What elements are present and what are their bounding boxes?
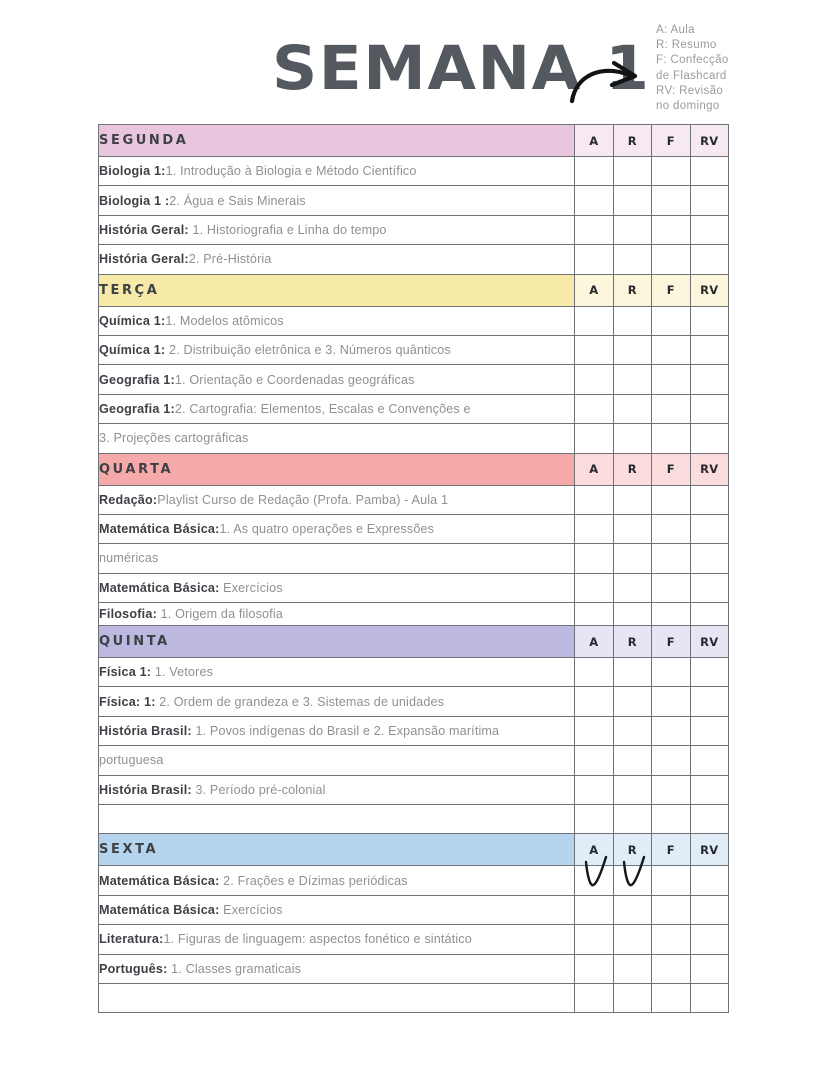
column-header-r: R <box>613 626 652 658</box>
checkbox-cell-rv[interactable] <box>690 394 729 423</box>
checkbox-cell-rv[interactable] <box>690 954 729 983</box>
task-subject: História Brasil: <box>99 724 192 739</box>
task-cell <box>99 954 575 983</box>
checkbox-cell-a[interactable] <box>575 746 614 775</box>
checkbox-cell-a[interactable] <box>575 245 614 274</box>
checkbox-cell-f[interactable] <box>652 746 691 775</box>
task-row <box>99 954 729 983</box>
task-topic: 1. Modelos atômicos <box>165 313 284 328</box>
checkbox-cell-a[interactable] <box>575 215 614 244</box>
task-cell <box>99 365 575 394</box>
day-name-quarta: QUARTA <box>99 453 575 485</box>
task-cell <box>99 394 575 423</box>
task-cell <box>99 866 575 895</box>
checkbox-cell-a[interactable] <box>575 573 614 602</box>
task-row <box>99 245 729 274</box>
task-cell <box>99 658 575 687</box>
checkbox-cell-rv[interactable] <box>690 603 729 626</box>
checkbox-cell-rv[interactable] <box>690 573 729 602</box>
task-cell <box>99 485 575 514</box>
column-header-f: F <box>652 274 691 306</box>
checkbox-cell-a[interactable] <box>575 335 614 364</box>
day-name-sexta: SEXTA <box>99 834 575 866</box>
checkbox-cell-rv[interactable] <box>690 186 729 215</box>
checkbox-cell-a[interactable] <box>575 424 614 453</box>
weekly-planner-table <box>98 124 729 1013</box>
task-topic: 2. Ordem de grandeza e 3. Sistemas de unidades <box>155 694 445 709</box>
checkbox-cell-rv[interactable] <box>690 544 729 573</box>
checkbox-cell-f[interactable] <box>652 954 691 983</box>
checkbox-cell-rv[interactable] <box>690 424 729 453</box>
task-row <box>99 306 729 335</box>
checkbox-cell-a[interactable] <box>575 186 614 215</box>
task-subject: História Geral: <box>99 222 189 237</box>
task-topic: 2. Pré-História <box>188 252 272 267</box>
task-subject: Geografia 1: <box>99 372 175 387</box>
legend-line-a: A: Aula <box>656 24 695 36</box>
checkbox-cell-rv[interactable] <box>690 658 729 687</box>
day-header-row <box>99 834 729 866</box>
day-header-row <box>99 453 729 485</box>
page-title: SEMANA 1 <box>272 33 651 104</box>
checkbox-cell-f[interactable] <box>652 485 691 514</box>
task-topic: 1. Classes gramaticais <box>167 961 302 976</box>
checkbox-cell-r[interactable] <box>613 365 652 394</box>
task-subject: Redação: <box>99 492 158 507</box>
checkbox-cell-f[interactable] <box>652 306 691 335</box>
checkbox-cell-a[interactable] <box>575 306 614 335</box>
checkbox-cell-a[interactable] <box>575 485 614 514</box>
column-header-r: R <box>613 274 652 306</box>
checkbox-cell-r[interactable] <box>613 925 652 954</box>
task-topic: 2. Frações e Dízimas periódicas <box>219 873 408 888</box>
task-row <box>99 983 729 1012</box>
task-topic: portuguesa <box>99 753 164 768</box>
task-topic: 1. Orientação e Coordenadas geográficas <box>174 372 415 387</box>
checkbox-cell-f[interactable] <box>652 983 691 1012</box>
column-header-rv: RV <box>690 453 729 485</box>
day-name-quinta: QUINTA <box>99 626 575 658</box>
checkbox-cell-f[interactable] <box>652 394 691 423</box>
task-cell <box>99 716 575 745</box>
checkbox-cell-r[interactable] <box>613 954 652 983</box>
task-cell <box>99 335 575 364</box>
task-topic: 1. Origem da filosofia <box>156 607 283 622</box>
checkbox-cell-a[interactable] <box>575 544 614 573</box>
checkbox-cell-a[interactable] <box>575 775 614 804</box>
checkbox-cell-r[interactable] <box>613 895 652 924</box>
checkbox-cell-f[interactable] <box>652 925 691 954</box>
task-subject: Geografia 1: <box>99 401 175 416</box>
checkbox-cell-f[interactable] <box>652 573 691 602</box>
legend-line-f: F: Confecção <box>656 54 729 67</box>
column-header-r: R <box>613 453 652 485</box>
task-cell <box>99 424 575 453</box>
checkbox-cell-a[interactable] <box>575 716 614 745</box>
task-topic: numéricas <box>99 551 159 566</box>
task-row <box>99 394 729 423</box>
checkbox-cell-r[interactable] <box>613 687 652 716</box>
checkbox-cell-rv[interactable] <box>690 687 729 716</box>
checkbox-cell-f[interactable] <box>652 514 691 543</box>
task-row <box>99 775 729 804</box>
checkbox-cell-rv[interactable] <box>690 746 729 775</box>
checkbox-cell-rv[interactable] <box>690 925 729 954</box>
task-cell <box>99 306 575 335</box>
checkbox-cell-f[interactable] <box>652 687 691 716</box>
task-row <box>99 866 729 895</box>
checkbox-cell-r[interactable] <box>613 215 652 244</box>
day-header-row <box>99 125 729 157</box>
task-topic: Exercícios <box>219 580 283 595</box>
column-header-f: F <box>652 453 691 485</box>
task-row <box>99 687 729 716</box>
checkbox-cell-f[interactable] <box>652 866 691 895</box>
task-cell <box>99 775 575 804</box>
checkbox-cell-f[interactable] <box>652 424 691 453</box>
column-header-a: A <box>575 834 614 866</box>
checkbox-cell-f[interactable] <box>652 157 691 186</box>
checkbox-cell-rv[interactable] <box>690 716 729 745</box>
checkbox-cell-rv[interactable] <box>690 775 729 804</box>
day-header-row <box>99 274 729 306</box>
checkbox-cell-f[interactable] <box>652 805 691 834</box>
checkbox-cell-r[interactable] <box>613 186 652 215</box>
task-row <box>99 925 729 954</box>
day-header-row <box>99 626 729 658</box>
task-topic: Playlist Curso de Redação (Profa. Pamba) - Aula 1 <box>157 492 449 507</box>
task-subject: História Brasil: <box>99 782 192 797</box>
task-subject: Química 1: <box>99 343 166 358</box>
legend-line-rv: RV: Revisão <box>656 84 724 97</box>
checkbox-cell-rv[interactable] <box>690 157 729 186</box>
task-subject: Química 1: <box>99 313 166 328</box>
task-subject: Matemática Básica: <box>99 903 220 917</box>
task-topic: 1. Introdução à Biologia e Método Científico <box>165 164 417 179</box>
checkbox-cell-f[interactable] <box>652 335 691 364</box>
checkbox-cell-a[interactable] <box>575 603 614 626</box>
checkbox-cell-r[interactable] <box>613 866 652 895</box>
checkbox-cell-r[interactable] <box>613 514 652 543</box>
checkbox-cell-f[interactable] <box>652 215 691 244</box>
checkbox-cell-rv[interactable] <box>690 365 729 394</box>
task-topic: 1. Historiografia e Linha do tempo <box>188 222 387 237</box>
task-row <box>99 805 729 834</box>
checkbox-cell-f[interactable] <box>652 895 691 924</box>
task-topic: 1. Figuras de linguagem: aspectos fonético e sintático <box>163 932 472 947</box>
checkbox-cell-r[interactable] <box>613 394 652 423</box>
column-header-rv: RV <box>690 834 729 866</box>
checkbox-cell-f[interactable] <box>652 245 691 274</box>
column-header-a: A <box>575 626 614 658</box>
task-topic: 2. Cartografia: Elementos, Escalas e Convenções e <box>174 401 471 416</box>
task-topic: 3. Projeções cartográficas <box>99 431 249 446</box>
day-name-terca: TERÇA <box>99 274 575 306</box>
task-row <box>99 716 729 745</box>
task-subject: Biologia 1: <box>99 164 166 179</box>
page-header <box>0 0 828 120</box>
column-header-r: R <box>613 834 652 866</box>
task-subject: Física 1: <box>99 665 152 680</box>
checkbox-cell-r[interactable] <box>613 335 652 364</box>
task-cell <box>99 186 575 215</box>
task-row <box>99 603 729 626</box>
task-cell <box>99 925 575 954</box>
checkbox-cell-rv[interactable] <box>690 335 729 364</box>
checkbox-cell-r[interactable] <box>613 603 652 626</box>
task-cell <box>99 603 575 626</box>
task-topic: Exercícios <box>219 903 283 917</box>
task-subject: Literatura: <box>99 932 164 947</box>
task-row <box>99 335 729 364</box>
task-cell <box>99 514 575 543</box>
checkbox-cell-rv[interactable] <box>690 514 729 543</box>
checkbox-cell-r[interactable] <box>613 424 652 453</box>
checkbox-cell-a[interactable] <box>575 983 614 1012</box>
task-row <box>99 658 729 687</box>
column-header-rv: RV <box>690 626 729 658</box>
column-header-a: A <box>575 125 614 157</box>
column-header-f: F <box>652 125 691 157</box>
task-row <box>99 485 729 514</box>
column-header-a: A <box>575 453 614 485</box>
checkbox-cell-r[interactable] <box>613 805 652 834</box>
task-row <box>99 424 729 453</box>
task-cell <box>99 573 575 602</box>
task-cell <box>99 983 575 1012</box>
task-cell <box>99 157 575 186</box>
checkbox-cell-r[interactable] <box>613 245 652 274</box>
checkbox-cell-f[interactable] <box>652 186 691 215</box>
checkbox-cell-f[interactable] <box>652 544 691 573</box>
checkbox-cell-r[interactable] <box>613 658 652 687</box>
column-header-a: A <box>575 274 614 306</box>
checkbox-cell-a[interactable] <box>575 687 614 716</box>
task-topic: 2. Água e Sais Minerais <box>169 193 306 208</box>
column-header-r: R <box>613 125 652 157</box>
task-subject: Português: <box>99 961 168 976</box>
task-row <box>99 186 729 215</box>
legend-line-rv2: no domingo <box>656 100 720 113</box>
task-cell <box>99 245 575 274</box>
checkbox-cell-a[interactable] <box>575 514 614 543</box>
task-row <box>99 365 729 394</box>
checkbox-cell-f[interactable] <box>652 716 691 745</box>
task-row <box>99 895 729 924</box>
checkbox-cell-r[interactable] <box>613 485 652 514</box>
checkbox-cell-r[interactable] <box>613 746 652 775</box>
column-header-rv: RV <box>690 125 729 157</box>
checkbox-cell-rv[interactable] <box>690 895 729 924</box>
checkbox-cell-f[interactable] <box>652 658 691 687</box>
legend <box>656 23 826 114</box>
task-subject: História Geral: <box>99 252 189 267</box>
column-header-f: F <box>652 834 691 866</box>
checkbox-cell-a[interactable] <box>575 658 614 687</box>
task-row <box>99 215 729 244</box>
checkbox-cell-a[interactable] <box>575 394 614 423</box>
task-cell <box>99 746 575 775</box>
checkbox-cell-a[interactable] <box>575 805 614 834</box>
column-header-rv: RV <box>690 274 729 306</box>
task-subject: Física: 1: <box>99 694 156 709</box>
task-row <box>99 544 729 573</box>
checkbox-cell-rv[interactable] <box>690 805 729 834</box>
task-topic: 1. Vetores <box>151 665 214 680</box>
checkbox-cell-rv[interactable] <box>690 215 729 244</box>
checkbox-cell-f[interactable] <box>652 775 691 804</box>
task-subject: Matemática Básica: <box>99 580 220 595</box>
task-cell <box>99 687 575 716</box>
checkbox-cell-rv[interactable] <box>690 485 729 514</box>
checkbox-cell-a[interactable] <box>575 925 614 954</box>
checkbox-cell-a[interactable] <box>575 157 614 186</box>
curved-arrow-right-icon <box>566 54 658 104</box>
task-cell <box>99 544 575 573</box>
task-cell <box>99 215 575 244</box>
task-subject: Filosofia: <box>99 607 157 622</box>
column-header-f: F <box>652 626 691 658</box>
task-topic: 3. Período pré-colonial <box>191 782 326 797</box>
task-topic: 2. Distribuição eletrônica e 3. Números quânticos <box>165 343 451 358</box>
checkbox-cell-r[interactable] <box>613 157 652 186</box>
checkbox-cell-f[interactable] <box>652 603 691 626</box>
task-subject: Matemática Básica: <box>99 873 220 888</box>
checkbox-cell-rv[interactable] <box>690 983 729 1012</box>
checkbox-cell-rv[interactable] <box>690 306 729 335</box>
task-topic: 1. As quatro operações e Expressões <box>219 522 435 537</box>
legend-line-r: R: Resumo <box>656 39 717 52</box>
checkbox-cell-r[interactable] <box>613 775 652 804</box>
task-topic: 1. Povos indígenas do Brasil e 2. Expansão marítima <box>191 724 500 739</box>
checkbox-cell-rv[interactable] <box>690 866 729 895</box>
checkbox-cell-r[interactable] <box>613 983 652 1012</box>
task-row <box>99 157 729 186</box>
checkbox-cell-rv[interactable] <box>690 245 729 274</box>
task-cell <box>99 895 575 924</box>
checkbox-cell-r[interactable] <box>613 544 652 573</box>
task-row <box>99 514 729 543</box>
task-subject: Matemática Básica: <box>99 522 220 537</box>
task-cell <box>99 805 575 834</box>
checkbox-cell-a[interactable] <box>575 866 614 895</box>
checkbox-cell-a[interactable] <box>575 895 614 924</box>
legend-line-f2: de Flashcard <box>656 69 727 82</box>
checkbox-cell-r[interactable] <box>613 716 652 745</box>
checkbox-cell-r[interactable] <box>613 573 652 602</box>
checkbox-cell-f[interactable] <box>652 365 691 394</box>
checkbox-cell-r[interactable] <box>613 306 652 335</box>
task-subject: Biologia 1 : <box>99 193 170 208</box>
task-row <box>99 746 729 775</box>
checkbox-cell-a[interactable] <box>575 954 614 983</box>
task-row <box>99 573 729 602</box>
checkbox-cell-a[interactable] <box>575 365 614 394</box>
day-name-segunda: SEGUNDA <box>99 125 575 157</box>
